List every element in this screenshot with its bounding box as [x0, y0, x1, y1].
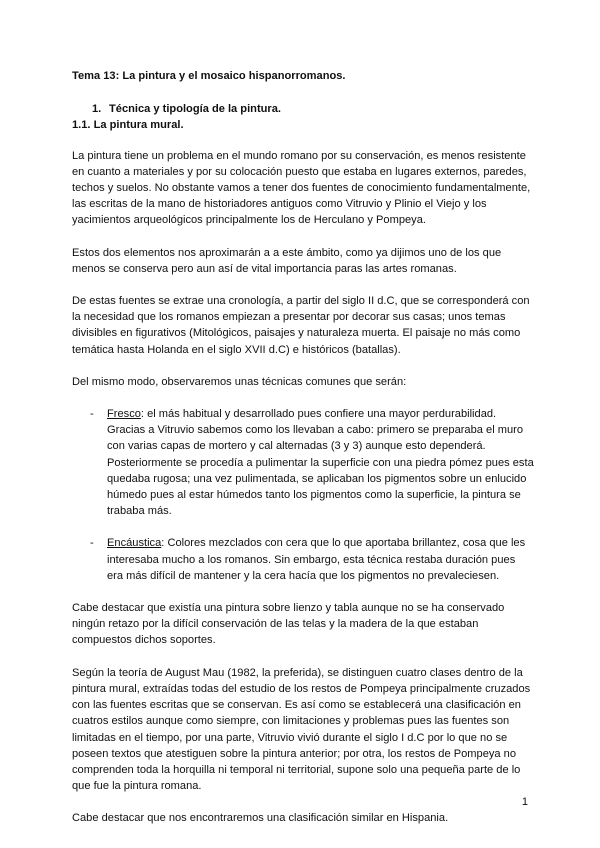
list-item-fresco [72, 406, 534, 519]
term-encaustica: Encáustica [107, 537, 162, 550]
paragraph-techniques-intro: Del mismo modo, observaremos unas técnicas comunes que serán: [72, 375, 407, 388]
document-title: Tema 13: La pintura y el mosaico hispanorromanos. [72, 70, 346, 82]
section-number: 1. [92, 103, 102, 116]
list-dash: - [90, 537, 94, 550]
paragraph-hispania: Cabe destacar que nos encontraremos una clasificación similar en Hispania. [72, 812, 449, 825]
page-content [72, 68, 534, 843]
list-item-encaustica [72, 535, 534, 584]
list-item-text: : Colores mezclados con cera que lo que aportaba brillantez, cosa que les interesaba mucho a los romanos. Sin embargo, esta técnica restaba duración pues era más difícil de mantener y la cera hacía que los pigmentos no prevaleciesen. [107, 537, 526, 582]
techniques-list [72, 406, 534, 584]
section-heading [72, 101, 534, 117]
section-label: Técnica y tipología de la pintura. [109, 103, 281, 116]
paragraph-intro: La pintura tiene un problema en el mundo romano por su conservación, es menos resistente en cuanto a materiales y por su colocación puesto que estaba en lugares externos, paredes, techos y suelos. No obstante vamos a tener dos fuentes de conocimiento fundamentalmente, las escritas de la mano de historiadores antiguos como Vitruvio y Plinio el Viejo y los yacimientos arqueológicos principalmente los de Herculano y Pompeya. [72, 149, 531, 227]
term-fresco: Fresco [107, 408, 141, 421]
list-dash: - [90, 408, 94, 421]
subsection-heading: 1.1. La pintura mural. [72, 119, 184, 132]
page-number: 1 [521, 796, 528, 808]
paragraph-lienzo: Cabe destacar que existía una pintura sobre lienzo y tabla aunque no se ha conservado ningún retazo por la difícil conservación de las telas y la madera de la que estaban compuestos dichos soportes. [72, 602, 505, 647]
list-item-text: : el más habitual y desarrollado pues confiere una mayor perdurabilidad. Gracias a Vitruvio sabemos como los llevaban a cabo: primero se preparaba el muro con varias capas de mortero y cal alternadas (3 y 3) aunque esto dependerá. Posteriormente se procedía a pulimentar la superficie con una piedra pómez pues esta quedaba rugosa; una vez pulimentada, se aplicaban los pigmentos sobre un enlucido húmedo pues al estar húmedos tanto los pigmentos como la superficie, la pintura se trababa más. [107, 408, 534, 518]
paragraph-mau: Según la teoría de August Mau (1982, la preferida), se distinguen cuatro clases dentro de la pintura mural, extraídas todas del estudio de los restos de Pompeya principalmente cruzados con las fuentes escritas que se conservan. Es así como se establecerá una clasificación en cuatros estilos aunque como siempre, con limitaciones y problemas pues las fuentes son limitadas en el tiempo, por una parte, Vitruvio vivió durante el siglo I d.C por lo que no se poseen textos que atestiguen sobre la pintura anterior; por otra, los restos de Pompeya no comprenden toda la horquilla ni temporal ni territorial, supone solo una pequeña parte de lo que fue la pintura romana. [72, 666, 531, 793]
paragraph-elements: Estos dos elementos nos aproximarán a a este ámbito, como ya dijimos uno de los que menos se conserva pero aun así de vital importancia paras las artes romanas. [72, 246, 502, 275]
paragraph-chronology: De estas fuentes se extrae una cronología, a partir del siglo II d.C, que se corresponderá con la necesidad que los romanos empiezan a presentar por decorar sus casas; unos temas divisibles en figurativos (Mitológicos, paisajes y naturaleza muerta. El paisaje no más como temática hasta Holanda en el siglo XVII d.C) e históricos (batallas). [72, 295, 530, 356]
